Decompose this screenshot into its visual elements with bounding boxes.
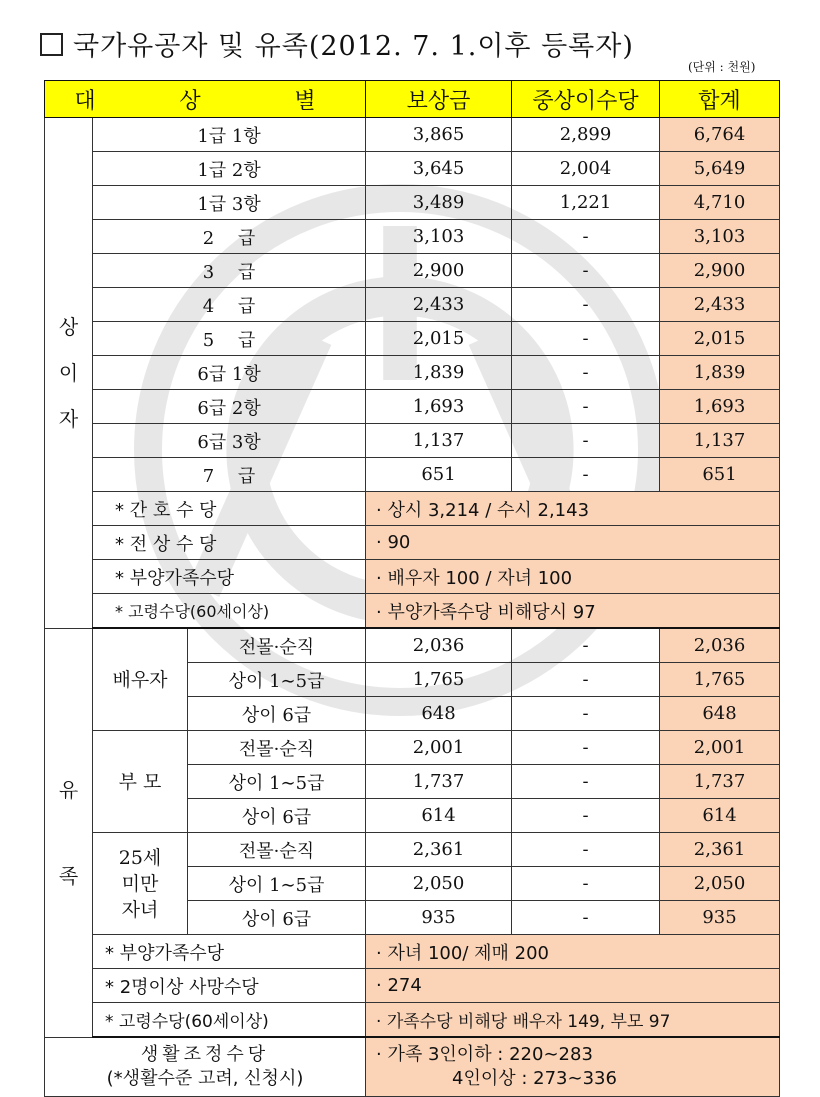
comp-cell: 3,645 xyxy=(366,152,512,186)
grade-cell: 2 급 xyxy=(93,220,366,254)
total-cell: 2,433 xyxy=(660,288,780,322)
grade-cell: 6급 2항 xyxy=(93,390,366,424)
extra-cell: - xyxy=(512,833,660,867)
comp-cell: 1,137 xyxy=(366,424,512,458)
group-label-survivors xyxy=(45,628,93,1037)
total-cell: 1,737 xyxy=(660,765,780,799)
table-row xyxy=(45,322,780,356)
sub-children xyxy=(93,833,188,935)
note-value: · 배우자 100 / 자녀 100 xyxy=(366,560,780,594)
comp-cell: 2,001 xyxy=(366,731,512,765)
extra-cell: - xyxy=(512,697,660,731)
type-cell: 전몰·순직 xyxy=(188,628,366,663)
extra-cell: - xyxy=(512,663,660,697)
total-cell: 2,050 xyxy=(660,867,780,901)
table-row xyxy=(45,731,780,765)
table-row xyxy=(45,118,780,152)
table-row xyxy=(45,356,780,390)
note-label: * 2명이상 사망수당 xyxy=(93,969,366,1003)
total-cell: 651 xyxy=(660,458,780,492)
group2-char2: 족 xyxy=(58,863,79,888)
note-row xyxy=(45,1003,780,1038)
comp-cell: 2,036 xyxy=(366,628,512,663)
header-c1: 대 xyxy=(74,88,96,114)
total-cell: 5,649 xyxy=(660,152,780,186)
total-cell: 1,839 xyxy=(660,356,780,390)
type-cell: 전몰·순직 xyxy=(188,731,366,765)
comp-cell: 2,433 xyxy=(366,288,512,322)
total-cell: 2,036 xyxy=(660,628,780,663)
total-cell: 935 xyxy=(660,901,780,935)
living-value-line1: · 가족 3인이하 : 220∼283 xyxy=(376,1044,593,1065)
grade-cell: 1급 2항 xyxy=(93,152,366,186)
note-value: · 자녀 100/ 제매 200 xyxy=(366,935,780,969)
note-row xyxy=(45,526,780,560)
comp-cell: 1,839 xyxy=(366,356,512,390)
table-row xyxy=(45,458,780,492)
comp-cell: 1,693 xyxy=(366,390,512,424)
note-value: · 274 xyxy=(366,969,780,1003)
table-row xyxy=(45,390,780,424)
extra-cell: - xyxy=(512,254,660,288)
total-cell: 2,900 xyxy=(660,254,780,288)
total-cell: 2,001 xyxy=(660,731,780,765)
total-cell: 614 xyxy=(660,799,780,833)
extra-cell: - xyxy=(512,458,660,492)
compensation-table xyxy=(44,80,780,1097)
title-text: 국가유공자 및 유족(2012. 7. 1.이후 등록자) xyxy=(73,31,634,62)
group-label-injured xyxy=(45,118,93,629)
page-title xyxy=(40,24,634,63)
table-row xyxy=(45,152,780,186)
comp-cell: 1,737 xyxy=(366,765,512,799)
living-value-line2: 4인이상 : 273∼336 xyxy=(452,1068,617,1089)
table-row xyxy=(45,833,780,867)
extra-cell: - xyxy=(512,288,660,322)
note-row xyxy=(45,594,780,629)
table-row xyxy=(45,254,780,288)
grade-cell: 1급 1항 xyxy=(93,118,366,152)
grade-cell: 6급 1항 xyxy=(93,356,366,390)
comp-cell: 3,489 xyxy=(366,186,512,220)
note-label: * 부양가족수당 xyxy=(93,560,366,594)
type-cell: 상이 1∼5급 xyxy=(188,765,366,799)
extra-cell: - xyxy=(512,799,660,833)
extra-cell: - xyxy=(512,901,660,935)
extra-cell: - xyxy=(512,765,660,799)
comp-cell: 648 xyxy=(366,697,512,731)
sub-children-line3: 자녀 xyxy=(121,898,159,921)
living-row xyxy=(45,1037,780,1097)
note-row xyxy=(45,560,780,594)
note-row xyxy=(45,969,780,1003)
comp-cell: 1,765 xyxy=(366,663,512,697)
total-cell: 1,137 xyxy=(660,424,780,458)
comp-cell: 2,050 xyxy=(366,867,512,901)
total-cell: 2,015 xyxy=(660,322,780,356)
header-target xyxy=(45,81,366,118)
checkbox-square-icon xyxy=(40,33,63,56)
total-cell: 3,103 xyxy=(660,220,780,254)
header-c3: 별 xyxy=(294,88,316,114)
header-total: 합계 xyxy=(660,81,780,118)
comp-cell: 3,865 xyxy=(366,118,512,152)
total-cell: 1,765 xyxy=(660,663,780,697)
type-cell: 상이 1∼5급 xyxy=(188,867,366,901)
extra-cell: - xyxy=(512,220,660,254)
extra-cell: - xyxy=(512,322,660,356)
grade-cell: 3 급 xyxy=(93,254,366,288)
extra-cell: - xyxy=(512,867,660,901)
grade-cell: 5 급 xyxy=(93,322,366,356)
total-cell: 648 xyxy=(660,697,780,731)
header-row xyxy=(45,81,780,118)
comp-cell: 3,103 xyxy=(366,220,512,254)
type-cell: 상이 1∼5급 xyxy=(188,663,366,697)
extra-cell: - xyxy=(512,356,660,390)
sub-spouse: 배우자 xyxy=(93,628,188,731)
note-value: · 가족수당 비해당 배우자 149, 부모 97 xyxy=(366,1003,780,1038)
note-value: · 상시 3,214 / 수시 2,143 xyxy=(366,492,780,526)
group2-char1: 유 xyxy=(58,777,79,802)
note-row xyxy=(45,492,780,526)
total-cell: 4,710 xyxy=(660,186,780,220)
living-label-line1: 생활조정수당 xyxy=(140,1044,270,1065)
extra-cell: 2,899 xyxy=(512,118,660,152)
extra-cell: - xyxy=(512,731,660,765)
table-row xyxy=(45,628,780,663)
total-cell: 6,764 xyxy=(660,118,780,152)
grade-cell: 1급 3항 xyxy=(93,186,366,220)
note-label: * 부양가족수당 xyxy=(93,935,366,969)
sub-parents: 부 모 xyxy=(93,731,188,833)
comp-cell: 2,900 xyxy=(366,254,512,288)
comp-cell: 2,015 xyxy=(366,322,512,356)
group1-char3: 자 xyxy=(58,406,79,431)
extra-cell: - xyxy=(512,390,660,424)
grade-cell: 6급 3항 xyxy=(93,424,366,458)
header-comp: 보상금 xyxy=(366,81,512,118)
comp-cell: 935 xyxy=(366,901,512,935)
type-cell: 상이 6급 xyxy=(188,901,366,935)
extra-cell: 1,221 xyxy=(512,186,660,220)
header-c2: 상 xyxy=(179,88,201,114)
total-cell: 1,693 xyxy=(660,390,780,424)
sub-children-line1: 25세 xyxy=(118,846,162,869)
type-cell: 상이 6급 xyxy=(188,799,366,833)
table-row xyxy=(45,186,780,220)
living-label xyxy=(45,1037,366,1097)
comp-cell: 2,361 xyxy=(366,833,512,867)
comp-cell: 614 xyxy=(366,799,512,833)
sub-children-line2: 미만 xyxy=(121,872,159,895)
group1-char1: 상 xyxy=(58,314,79,339)
extra-cell: 2,004 xyxy=(512,152,660,186)
note-label: * 전 상 수 당 xyxy=(93,526,366,560)
unit-label: (단위 : 천원) xyxy=(688,60,756,74)
note-label: * 고령수당(60세이상) xyxy=(93,1003,366,1038)
note-label: * 고령수당(60세이상) xyxy=(93,594,366,629)
type-cell: 상이 6급 xyxy=(188,697,366,731)
comp-cell: 651 xyxy=(366,458,512,492)
group1-char2: 이 xyxy=(58,360,79,385)
type-cell: 전몰·순직 xyxy=(188,833,366,867)
note-row xyxy=(45,935,780,969)
total-cell: 2,361 xyxy=(660,833,780,867)
table-row xyxy=(45,424,780,458)
grade-cell: 4 급 xyxy=(93,288,366,322)
living-value xyxy=(366,1037,780,1097)
table-row xyxy=(45,220,780,254)
living-label-line2: (*생활수준 고려, 신청시) xyxy=(106,1068,304,1089)
extra-cell: - xyxy=(512,424,660,458)
extra-cell: - xyxy=(512,628,660,663)
note-value: · 부양가족수당 비해당시 97 xyxy=(366,594,780,629)
grade-cell: 7 급 xyxy=(93,458,366,492)
note-label: * 간 호 수 당 xyxy=(93,492,366,526)
header-extra: 중상이수당 xyxy=(512,81,660,118)
table-row xyxy=(45,288,780,322)
note-value: · 90 xyxy=(366,526,780,560)
